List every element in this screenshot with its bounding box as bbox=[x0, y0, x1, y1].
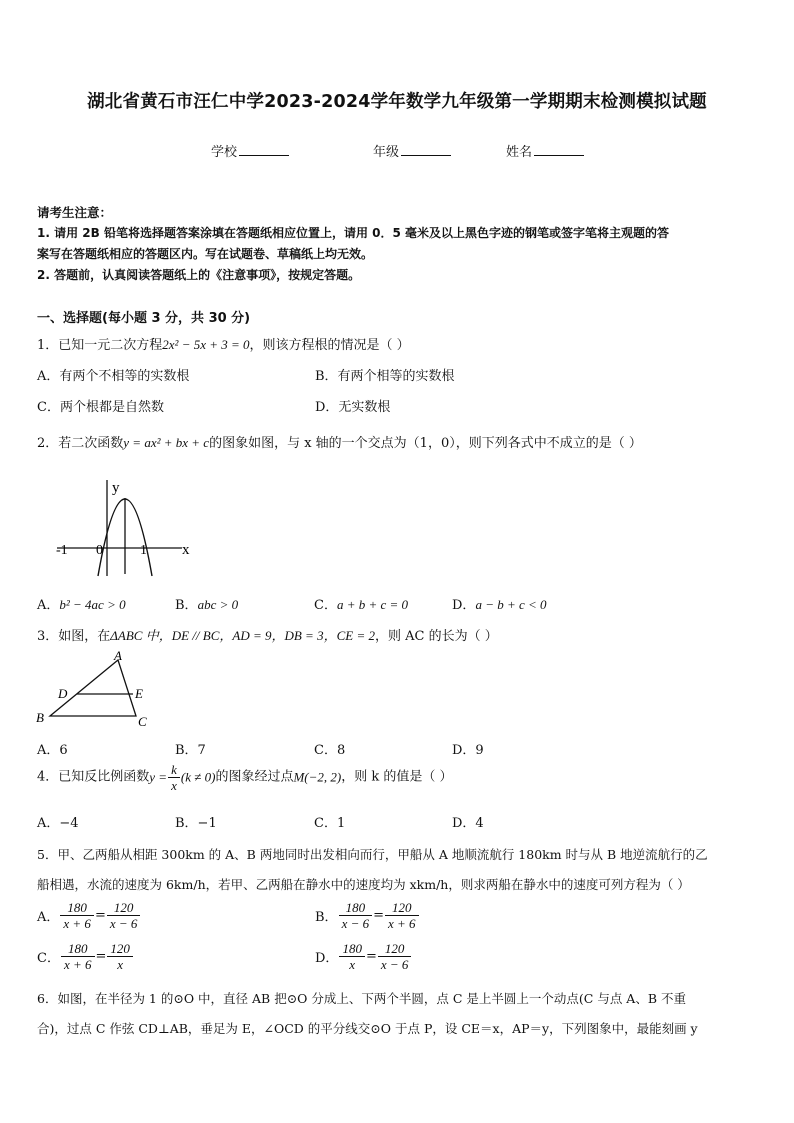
q3-option-d[interactable]: D．9 bbox=[452, 743, 484, 758]
q5-c-num-1: 180 bbox=[61, 941, 95, 957]
q5-b-num-1: 180 bbox=[339, 900, 373, 916]
q5-c-frac-1 bbox=[61, 941, 95, 972]
grade-label: 年级 bbox=[373, 145, 400, 160]
question-3 bbox=[37, 625, 498, 644]
q5-b-frac-1 bbox=[339, 900, 373, 931]
graph-x-label: x bbox=[182, 542, 190, 558]
question-6-line-1: 6．如图，在半径为 1 的⊙O 中，直径 AB 把⊙O 分成上、下两个半圆，点 C 是上半圆上一个动点(C 与点 A、B 不重 bbox=[37, 991, 686, 1006]
q5-option-c[interactable] bbox=[37, 941, 134, 972]
q4-option-a[interactable]: A．−4 bbox=[37, 816, 79, 831]
section-heading: 一、选择题(每小题 3 分，共 30 分) bbox=[37, 311, 251, 326]
notice-line-1: 1. 请用 2B 铅笔将选择题答案涂填在答题纸相应位置上，请用 0．5 毫米及以上黑色字迹的钢笔或签字笔将主观题的答 bbox=[37, 226, 669, 240]
q3-post: ，则 AC 的长为（ ） bbox=[374, 629, 498, 644]
q3-option-b[interactable]: B．7 bbox=[175, 743, 206, 758]
q5-option-d[interactable] bbox=[315, 941, 412, 972]
q4-post: ，则 k 的值是（ ） bbox=[341, 769, 453, 785]
q1-pre: 1．已知一元二次方程 bbox=[37, 338, 163, 353]
question-1 bbox=[37, 334, 410, 353]
q5-c-num-2: 120 bbox=[107, 941, 133, 957]
q2-b-expr: abc > 0 bbox=[197, 597, 239, 612]
q2-parabola-graph bbox=[52, 474, 197, 579]
question-5-line-1: 5．甲、乙两船从相距 300km 的 A、B 两地同时出发相向而行，甲船从 A 地顺流航行 180km 时与从 B 地逆流航行的乙 bbox=[37, 847, 708, 862]
label-e: E bbox=[135, 686, 143, 701]
q4-numerator: k bbox=[168, 762, 180, 778]
q5-a-den-2: x − 6 bbox=[109, 916, 138, 931]
question-5-line-2: 船相遇，水流的速度为 6km/h，若甲、乙两船在静水中的速度均为 xkm/h，则求两船在静水中的速度可列方程为（ ） bbox=[37, 877, 690, 892]
q5-c-den-1: x + 6 bbox=[63, 957, 92, 972]
question-6-line-2: 合)，过点 C 作弦 CD⊥AB，垂足为 E，∠OCD 的平分线交⊙O 于点 P，设 CE＝x，AP＝y，下列图象中，最能刻画 y bbox=[37, 1021, 698, 1036]
name-blank[interactable] bbox=[534, 143, 584, 156]
question-4 bbox=[37, 762, 453, 793]
name-label: 姓名 bbox=[506, 145, 533, 160]
graph-zero-label: 0 bbox=[96, 543, 103, 558]
q5-b-label: B． bbox=[315, 910, 338, 925]
q5-d-eq: = bbox=[365, 949, 377, 964]
school-label: 学校 bbox=[211, 145, 238, 160]
q5-option-a[interactable] bbox=[37, 900, 141, 931]
q5-b-num-2: 120 bbox=[385, 900, 419, 916]
q5-c-den-2: x bbox=[117, 957, 124, 972]
graph-y-label: y bbox=[112, 480, 120, 496]
q3-option-c[interactable]: C．8 bbox=[314, 743, 346, 758]
q2-function: y = ax² + bx + c bbox=[123, 435, 210, 450]
q2-a-expr: b² − 4ac > 0 bbox=[59, 597, 126, 612]
q2-a-label: A． bbox=[37, 598, 60, 613]
q4-point: M(−2, 2) bbox=[293, 769, 342, 785]
q4-option-c[interactable]: C．1 bbox=[314, 816, 346, 831]
q5-b-den-2: x + 6 bbox=[388, 916, 416, 931]
q5-a-label: A． bbox=[37, 910, 60, 925]
grade-field[interactable] bbox=[373, 141, 451, 160]
q5-d-den-2: x − 6 bbox=[380, 957, 409, 972]
q2-pre: 2．若二次函数 bbox=[37, 436, 124, 451]
q1-option-b[interactable]: B．有两个相等的实数根 bbox=[315, 369, 455, 384]
q1-option-d[interactable]: D．无实数根 bbox=[315, 400, 391, 415]
q2-post: 的图象如图，与 x 轴的一个交点为（1，0），则下列各式中不成立的是（ ） bbox=[209, 436, 642, 451]
school-blank[interactable] bbox=[239, 143, 289, 156]
label-c: C bbox=[138, 714, 147, 729]
q1-post: ，则该方程根的情况是（ ） bbox=[249, 338, 410, 353]
name-field[interactable] bbox=[506, 141, 584, 160]
q4-option-d[interactable]: D．4 bbox=[452, 816, 484, 831]
q4-condition: (k ≠ 0) bbox=[180, 769, 216, 785]
q2-option-c[interactable] bbox=[314, 594, 408, 613]
q4-denominator: x bbox=[171, 778, 177, 793]
q1-option-a[interactable]: A．有两个不相等的实数根 bbox=[37, 369, 190, 384]
q3-pre: 3．如图，在 bbox=[37, 629, 111, 644]
q5-c-frac-2 bbox=[107, 941, 133, 972]
q2-c-label: C． bbox=[314, 598, 337, 613]
q5-c-eq: = bbox=[95, 949, 107, 964]
q3-triangle-figure bbox=[34, 648, 164, 732]
q5-b-eq: = bbox=[373, 908, 385, 923]
q5-option-b[interactable] bbox=[315, 900, 420, 931]
q5-d-frac-2 bbox=[378, 941, 412, 972]
school-field[interactable] bbox=[211, 141, 289, 160]
q5-d-label: D． bbox=[315, 951, 339, 966]
q5-d-den-1: x bbox=[349, 957, 356, 972]
q5-d-frac-1 bbox=[339, 941, 365, 972]
notice-heading: 请考生注意： bbox=[37, 205, 113, 220]
notice-line-2: 2. 答题前，认真阅读答题纸上的《注意事项》，按规定答题。 bbox=[37, 268, 361, 282]
q5-b-den-1: x − 6 bbox=[341, 916, 370, 931]
q5-c-label: C． bbox=[37, 951, 60, 966]
notice-line-1b: 案写在答题纸相应的答题区内。写在试题卷、草稿纸上均无效。 bbox=[37, 247, 374, 261]
label-b: B bbox=[36, 710, 44, 725]
q2-d-label: D． bbox=[452, 598, 476, 613]
q5-d-num-2: 120 bbox=[378, 941, 412, 957]
q4-pre: 4．已知反比例函数 bbox=[37, 769, 150, 785]
q4-y: y = bbox=[149, 769, 168, 785]
q2-d-expr: a − b + c < 0 bbox=[475, 597, 547, 612]
label-a: A bbox=[114, 648, 122, 663]
q2-option-a[interactable] bbox=[37, 594, 126, 613]
page-title: 湖北省黄石市汪仁中学2023-2024学年数学九年级第一学期期末检测模拟试题 bbox=[87, 92, 707, 112]
q2-c-expr: a + b + c = 0 bbox=[336, 597, 409, 612]
q5-a-eq: = bbox=[94, 908, 106, 923]
q5-a-frac-1 bbox=[60, 900, 94, 931]
q2-option-d[interactable] bbox=[452, 594, 547, 613]
q1-equation: 2x² − 5x + 3 = 0 bbox=[162, 337, 250, 352]
q2-b-label: B． bbox=[175, 598, 198, 613]
grade-blank[interactable] bbox=[401, 143, 451, 156]
label-d: D bbox=[58, 686, 68, 701]
graph-neg1-label: -1 bbox=[56, 543, 68, 558]
q5-a-num-1: 180 bbox=[60, 900, 94, 916]
q1-option-c[interactable]: C．两个根都是自然数 bbox=[37, 400, 164, 415]
q3-conditions: ΔABC 中，DE // BC，AD = 9，DB = 3，CE = 2 bbox=[110, 628, 375, 643]
q5-d-num-1: 180 bbox=[339, 941, 365, 957]
question-2 bbox=[37, 432, 642, 451]
q5-a-num-2: 120 bbox=[107, 900, 141, 916]
q2-option-b[interactable] bbox=[175, 594, 238, 613]
q4-option-b[interactable]: B．−1 bbox=[175, 816, 217, 831]
q5-a-den-1: x + 6 bbox=[63, 916, 91, 931]
q5-a-frac-2 bbox=[107, 900, 141, 931]
q4-fraction bbox=[168, 762, 180, 793]
q3-option-a[interactable]: A．6 bbox=[37, 743, 68, 758]
q5-b-frac-2 bbox=[385, 900, 419, 931]
q4-mid: 的图象经过点 bbox=[215, 769, 294, 785]
graph-one-label: 1 bbox=[140, 543, 147, 558]
